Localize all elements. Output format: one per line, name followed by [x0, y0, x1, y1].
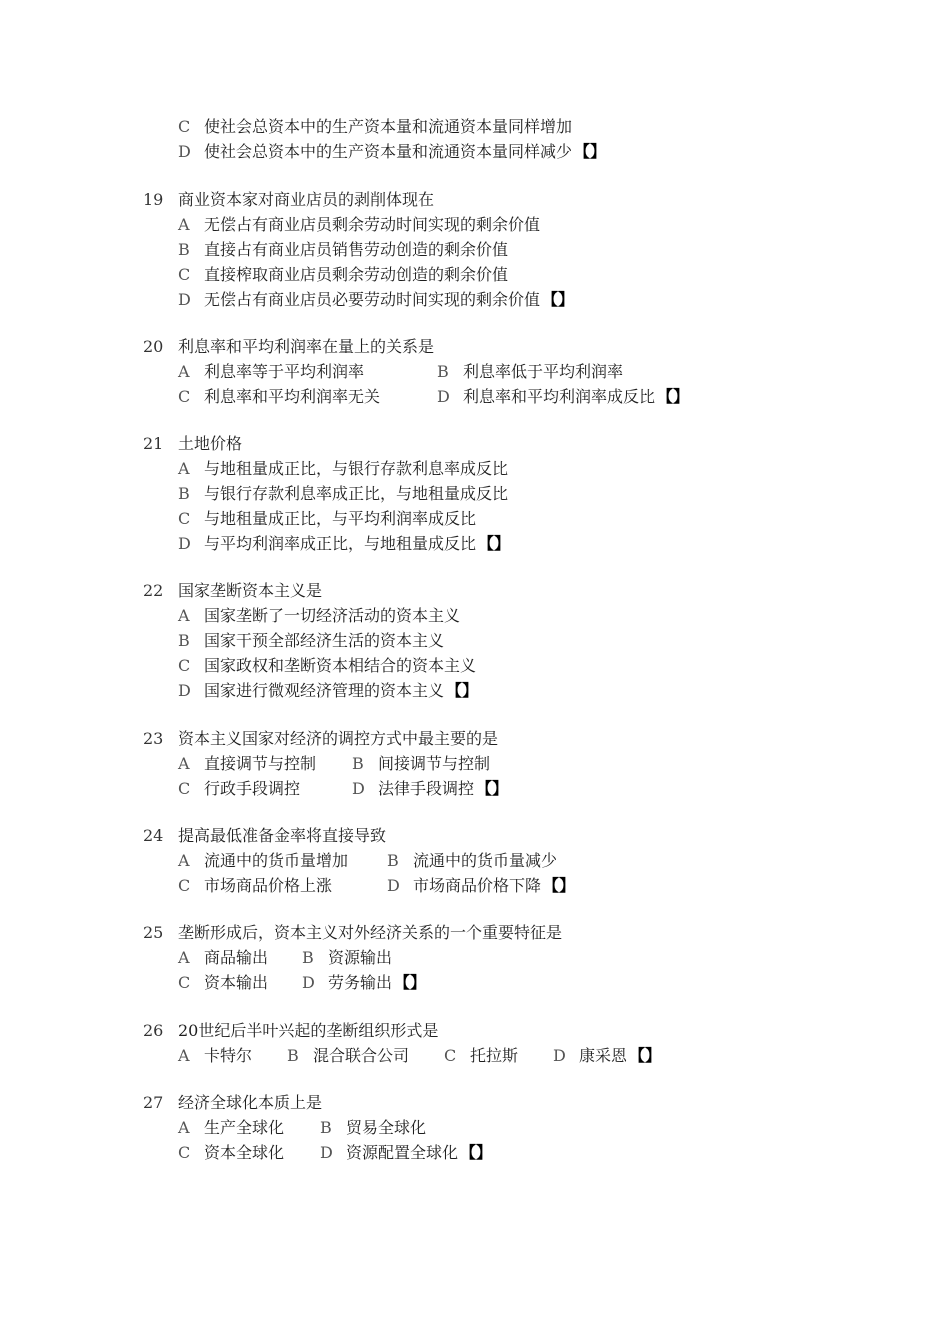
option-b: B 混合联合公司 — [287, 1046, 410, 1065]
question-number: 20 — [143, 337, 164, 356]
question-text: 垄断形成后，资本主义对外经济关系的一个重要特征是 — [178, 923, 563, 942]
answer-bracket: 【】 — [394, 973, 427, 992]
answer-bracket: 【】 — [460, 1143, 493, 1162]
question-text: 利息率和平均利润率在量上的关系是 — [178, 337, 435, 356]
option-c: C 与地租量成正比，与平均利润率成反比 — [178, 509, 477, 528]
option-c: C 资本全球化 — [178, 1143, 285, 1162]
question-number: 19 — [143, 190, 164, 209]
answer-bracket: 【】 — [542, 290, 575, 309]
option-d: D 使社会总资本中的生产资本量和流通资本量同样减少 【】 — [178, 142, 607, 161]
question-text: 经济全球化本质上是 — [178, 1093, 323, 1112]
option-d: D 利息率和平均利润率成反比 【】 — [437, 387, 690, 406]
option-a: A 流通中的货币量增加 — [178, 851, 349, 870]
question-text: 20世纪后半叶兴起的垄断组织形式是 — [178, 1021, 439, 1040]
question-number: 25 — [143, 923, 164, 942]
option-a: A 生产全球化 — [178, 1118, 285, 1137]
option-d: D 康采恩 【】 — [553, 1046, 662, 1065]
option-a: A 无偿占有商业店员剩余劳动时间实现的剩余价值 — [178, 215, 541, 234]
option-c: C 国家政权和垄断资本相结合的资本主义 — [178, 656, 477, 675]
option-c: C 托拉斯 — [444, 1046, 519, 1065]
option-b: B 流通中的货币量减少 — [387, 851, 558, 870]
option-a: A 卡特尔 — [178, 1046, 253, 1065]
option-d: D 法律手段调控 【】 — [352, 779, 509, 798]
question-text: 提高最低准备金率将直接导致 — [178, 826, 387, 845]
option-d: D 无偿占有商业店员必要劳动时间实现的剩余价值 【】 — [178, 290, 575, 309]
option-a: A 与地租量成正比，与银行存款利息率成反比 — [178, 459, 509, 478]
option-d: D 劳务输出 【】 — [302, 973, 427, 992]
question-number: 26 — [143, 1021, 164, 1040]
option-b: B 间接调节与控制 — [352, 754, 491, 773]
answer-bracket: 【】 — [446, 681, 479, 700]
option-d: D 国家进行微观经济管理的资本主义 【】 — [178, 681, 479, 700]
question-text: 资本主义国家对经济的调控方式中最主要的是 — [178, 729, 499, 748]
question-number: 22 — [143, 581, 164, 600]
option-c: C 直接榨取商业店员剩余劳动创造的剩余价值 — [178, 265, 509, 284]
option-a: A 利息率等于平均利润率 — [178, 362, 365, 381]
answer-bracket: 【】 — [629, 1046, 662, 1065]
option-b: B 直接占有商业店员销售劳动创造的剩余价值 — [178, 240, 509, 259]
option-c: C 行政手段调控 — [178, 779, 301, 798]
option-b: B 贸易全球化 — [320, 1118, 427, 1137]
question-number: 27 — [143, 1093, 164, 1112]
answer-bracket: 【】 — [476, 779, 509, 798]
answer-bracket: 【】 — [574, 142, 607, 161]
question-text: 土地价格 — [178, 434, 243, 453]
question-number: 21 — [143, 434, 164, 453]
question-text: 国家垄断资本主义是 — [178, 581, 323, 600]
option-d: D 与平均利润率成正比，与地租量成反比 【】 — [178, 534, 511, 553]
option-c: C 市场商品价格上涨 — [178, 876, 333, 895]
answer-bracket: 【】 — [478, 534, 511, 553]
option-d: D 市场商品价格下降 【】 — [387, 876, 576, 895]
option-a: A 国家垄断了一切经济活动的资本主义 — [178, 606, 461, 625]
option-b: B 国家干预全部经济生活的资本主义 — [178, 631, 445, 650]
answer-bracket: 【】 — [657, 387, 690, 406]
option-c: C 使社会总资本中的生产资本量和流通资本量同样增加 — [178, 117, 573, 136]
question-text: 商业资本家对商业店员的剥削体现在 — [178, 190, 435, 209]
option-c: C 利息率和平均利润率无关 — [178, 387, 381, 406]
option-b: B 资源输出 — [302, 948, 393, 967]
option-b: B 与银行存款利息率成正比，与地租量成反比 — [178, 484, 509, 503]
answer-bracket: 【】 — [543, 876, 576, 895]
option-a: A 商品输出 — [178, 948, 269, 967]
question-number: 23 — [143, 729, 164, 748]
option-d: D 资源配置全球化 【】 — [320, 1143, 493, 1162]
option-b: B 利息率低于平均利润率 — [437, 362, 624, 381]
option-a: A 直接调节与控制 — [178, 754, 317, 773]
option-c: C 资本输出 — [178, 973, 269, 992]
question-number: 24 — [143, 826, 164, 845]
